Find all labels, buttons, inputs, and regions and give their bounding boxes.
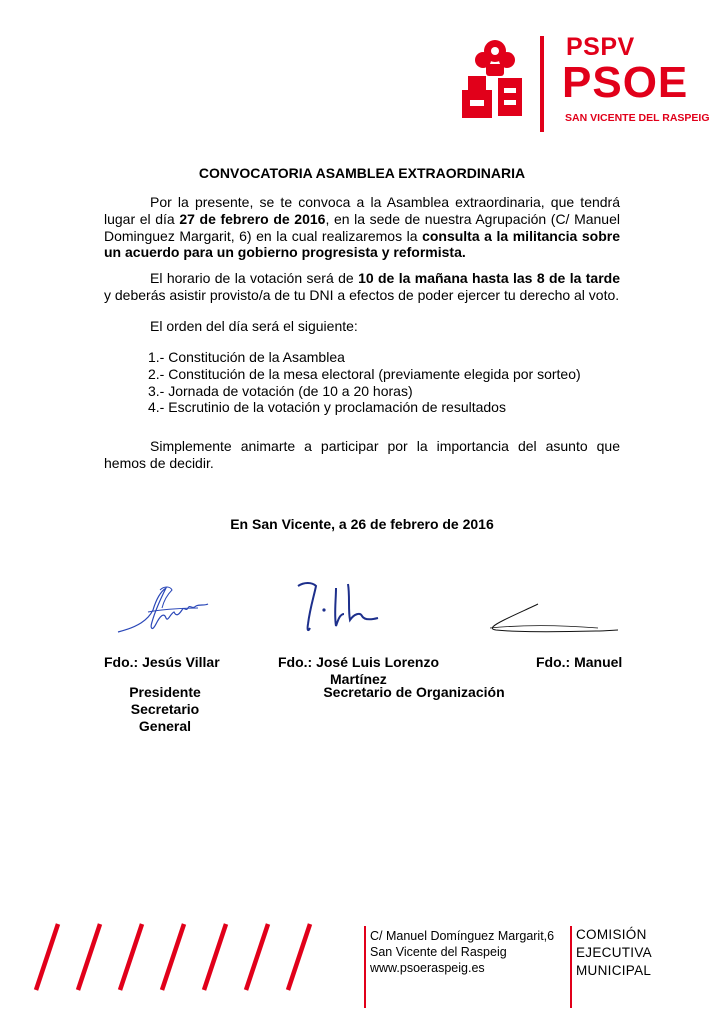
p1-consultation: consulta a la militancia sobre un acuerdo para un gobierno progresista y reformista. [104, 227, 620, 261]
logo-divider [540, 36, 544, 132]
p1-date: 27 de febrero de 2016 [179, 210, 326, 227]
footer-address-rule [364, 926, 366, 1008]
footer-address-line-2: San Vicente del Raspeig [370, 945, 507, 959]
agenda-item: 4.- Escrutinio de la votación y proclamación de resultados [148, 399, 506, 416]
paragraph-closing: Simplemente animarte a participar por la importancia del asunto que hemos de decidir. [104, 438, 620, 471]
signer-3-name: Fdo.: Manuel [536, 654, 623, 670]
document-title: CONVOCATORIA ASAMBLEA EXTRAORDINARIA [198, 165, 526, 181]
p2-text-a: El horario de la votación será de [150, 270, 359, 286]
psoe-rose-logo [462, 38, 528, 118]
agenda-item: 1.- Constitución de la Asamblea [148, 349, 345, 365]
signer-2-name-2: Martínez [330, 671, 387, 687]
logo-location-text: SAN VICENTE DEL RASPEIG [565, 112, 710, 124]
place-date: En San Vicente, a 26 de febrero de 2016 [230, 516, 494, 532]
signer-2-name: Fdo.: José Luis Lorenzo [278, 654, 440, 670]
agenda-item: 2.- Constitución de la mesa electoral (previamente elegida por sorteo) [148, 365, 581, 382]
agenda-list [148, 349, 581, 416]
signer-2-role: Secretario de Organización [323, 684, 505, 700]
footer-dept-line-1: COMISIÓN [576, 927, 647, 942]
signer-1-name: Fdo.: Jesús Villar [104, 654, 220, 670]
paragraph-agenda-intro: El orden del día será el siguiente: [150, 318, 358, 334]
footer-dept-rule [570, 926, 572, 1008]
footer-address-line-1: C/ Manuel Domínguez Margarit,6 [370, 929, 555, 943]
signature-manuel [486, 598, 620, 638]
footer-website: www.psoeraspeig.es [370, 961, 485, 975]
logo-pspv-text: PSPV [566, 33, 635, 61]
signer-1-role: Presidente [129, 684, 201, 700]
signature-jose-luis-lorenzo [290, 574, 386, 640]
p1-text-c: , en la sede de nuestra Agrupación (C/ Manuel Dominguez Margarit, 6) en la cual realizaremos la [104, 210, 620, 244]
p1-text-a: Por la presente, se te convoca a la Asamblea extraordinaria, que tendrá lugar el día [104, 194, 620, 227]
signature-jesus-villar [108, 582, 216, 642]
logo-psoe-text: PSOE [562, 58, 689, 107]
paragraph-convocation [104, 194, 620, 261]
footer-dept-line-2: EJECUTIVA [576, 945, 652, 960]
footer-dept-line-3: MUNICIPAL [576, 963, 652, 978]
decorative-slashes [24, 918, 344, 996]
p2-hours: 10 de la mañana hasta las 8 de la tarde [358, 270, 620, 286]
paragraph-schedule [104, 270, 620, 304]
signer-1-role-2: Secretario General [130, 701, 200, 734]
p2-text-c: y deberás asistir provisto/a de tu DNI a efectos de poder ejercer tu derecho al voto. [104, 286, 620, 303]
agenda-item: 3.- Jornada de votación (de 10 a 20 horas) [148, 382, 413, 399]
